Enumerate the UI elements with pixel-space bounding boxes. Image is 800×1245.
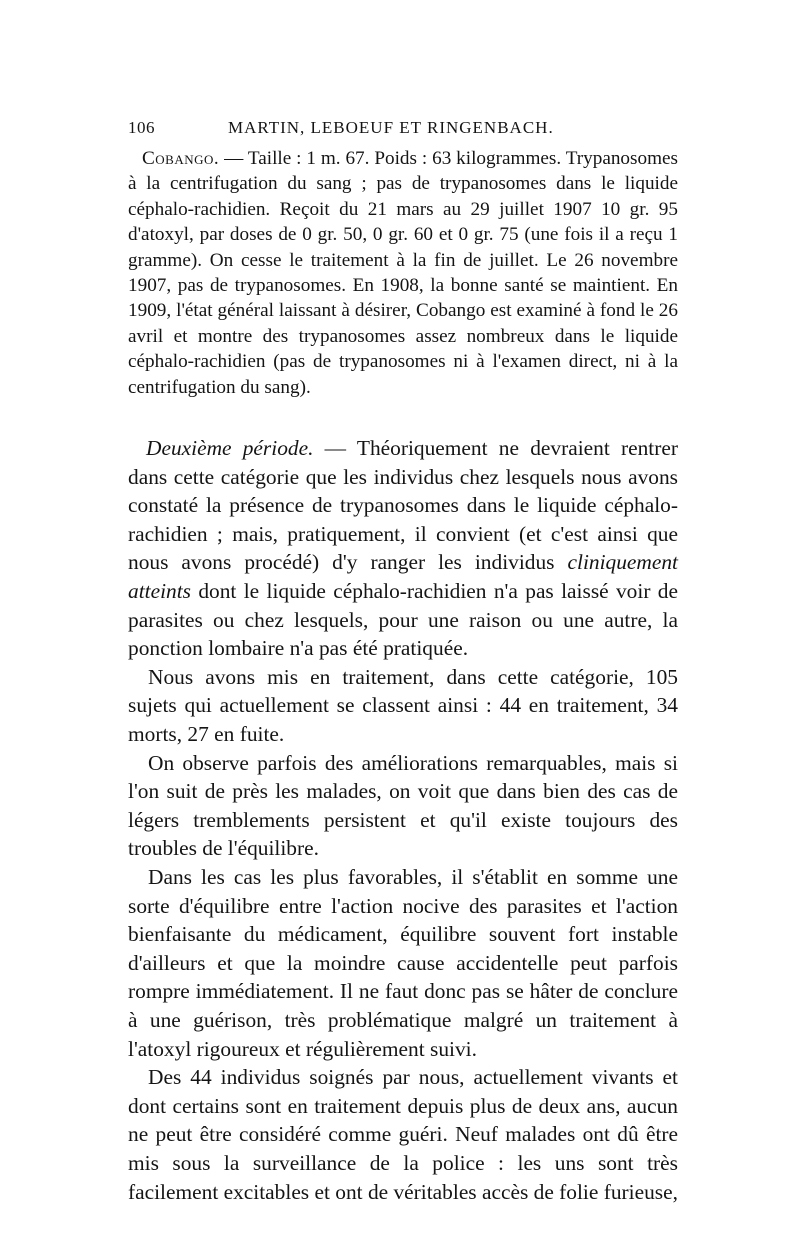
section-intro-text-b: dont le liquide céphalo-rachidien n'a pas laissé voir de parasites ou chez lesquels, pour une raison ou une autre, la ponction lombaire n'a pas été pratiquée.	[128, 579, 678, 661]
section-intro-paragraph	[128, 434, 678, 663]
case-note-text: — Taille : 1 m. 67. Poids : 63 kilogrammes. Trypanosomes à la centrifugation du sang ; pas de trypanosomes dans le liquide céphalo-rachidien. Reçoit du 21 mars au 29 juillet 1907 10 gr. 95 d'atoxyl, par doses de 0 gr. 50, 0 gr. 60 et 0 gr. 75 (une fois il a reçu 1 gramme). On cesse le traitement à la fin de juillet. Le 26 novembre 1907, pas de trypanosomes. En 1908, la bonne santé se maintient. En 1909, l'état général laissant à désirer, Cobango est examiné à fond le 26 avril et montre des trypanosomes assez nombreux dans le liquide céphalo-rachidien (pas de trypanosomes ni à l'examen direct, ni à la centrifugation du sang).	[128, 148, 678, 398]
section-spacer	[128, 400, 678, 434]
page-header	[128, 112, 678, 146]
body-paragraph: Nous avons mis en traitement, dans cette catégorie, 105 sujets qui actuellement se classent ainsi : 44 en traitement, 34 morts, 27 en fuite.	[128, 664, 678, 746]
section-intro-text-a: — Théoriquement ne devraient rentrer dans cette catégorie que les individus chez lesquels nous avons constaté la présence de trypanosomes dans le liquide céphalo-rachidien ; mais, pratiquement, il convient (et c'est ainsi que nous avons procédé) d'y ranger les individus	[128, 436, 678, 575]
section-heading: Deuxième période.	[146, 436, 314, 461]
body-paragraph: Dans les cas les plus favorables, il s'établit en somme une sorte d'équilibre entre l'action nocive des parasites et l'action bienfaisante du médicament, équilibre souvent fort instable d'ailleurs et que la moindre cause accidentelle peut parfois rompre immédiatement. Il ne faut donc pas se hâter de conclure à une guérison, très problématique malgré un traitement à l'atoxyl rigoureux et régulièrement suivi.	[128, 864, 678, 1061]
case-note-name: Cobango.	[142, 148, 220, 169]
case-note-paragraph	[128, 146, 678, 400]
body-paragraph: On observe parfois des améliorations remarquables, mais si l'on suit de près les malades, on voit que dans bien des cas de légers tremblements persistent et qu'il existe toujours des troubles de l'équilibre.	[128, 750, 678, 861]
running-title: MARTIN, LEBOEUF ET RINGENBACH.	[228, 118, 554, 137]
page-number: 106	[128, 118, 155, 137]
body-paragraph: Des 44 individus soignés par nous, actuellement vivants et dont certains sont en traitement depuis plus de deux ans, aucun ne peut être considéré comme guéri. Neuf malades ont dû être mis sous la surveillance de la police : les uns sont très facilement excitables et ont de véritables accès de folie furieuse,	[128, 1065, 678, 1204]
book-page	[128, 112, 678, 1206]
section-intro-italic: cliniquement atteints	[128, 550, 678, 604]
